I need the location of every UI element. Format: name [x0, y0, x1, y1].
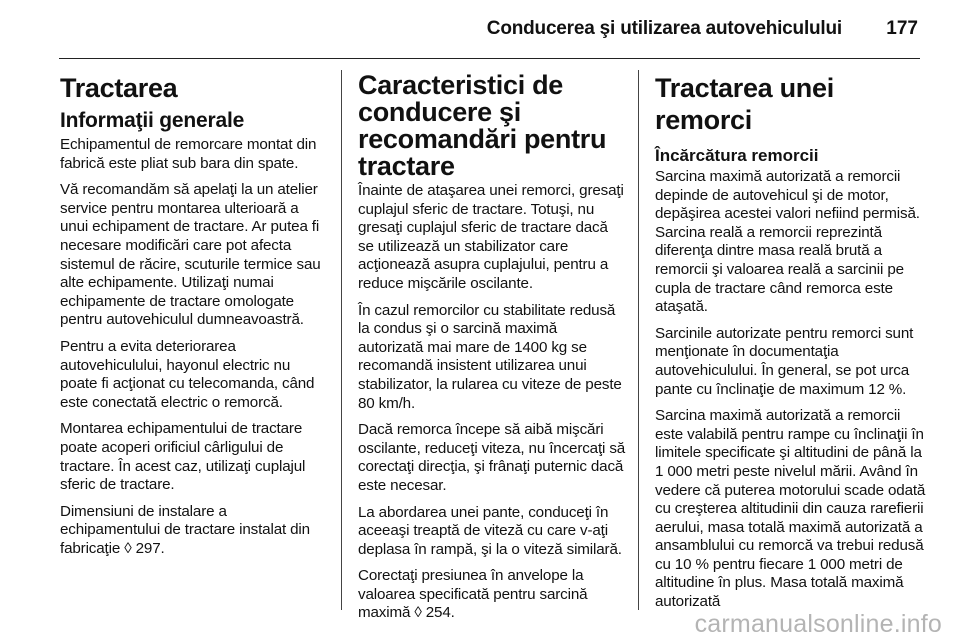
paragraph: Vă recomandăm să apelaţi la un atelier service pentru montarea ulterioară a unui echipament de tractare. Ar putea fi necesare modificări care pot afecta sistemul de răcire, scuturile termice sau alte echipamente. Utilizaţi numai echipamente de tractare omologate pentru autovehiculul dumneavoastră. [60, 181, 321, 329]
subsection-title-general-info: Informaţii generale [60, 109, 245, 132]
paragraph-with-page-reference: Dimensiuni de instalare a echipamentului de tractare instalat din fabricaţie ◊ 297. [60, 502, 310, 557]
page-header [0, 0, 960, 52]
watermark: carmanualsonline.info [694, 610, 942, 638]
column-divider-2 [638, 70, 639, 610]
column-2 [358, 72, 626, 623]
column-3 [655, 72, 927, 612]
section-title-trailer-towing: Tractarea unei remorci [655, 73, 834, 135]
paragraph: Înainte de ataşarea unei remorci, gresaţi cuplajul sferic de tractare. Totuşi, nu gresaţi cuplajul sferic de tractare dacă se utilizează un stabilizator care acţionează asupra cuplajului, pentru a reduce mişcările oscilante. [358, 182, 624, 292]
paragraph-with-page-reference: Corectaţi presiunea în anvelope la valoarea specificată pentru sarcină maximă ◊ 254. [358, 567, 588, 622]
subsection-title-trailer-load: Încărcătura remorcii [655, 146, 819, 165]
paragraph: Sarcinile autorizate pentru remorci sunt menţionate în documentaţia autovehiculului. În general, se pot urca pante cu înclinaţie de maximum 12 %. [655, 324, 914, 398]
paragraph: În cazul remorcilor cu stabilitate redusă la condus şi o sarcină maximă autorizată mai mare de 1400 kg se recomandă insistent utilizarea unui stabilizator, la rularea cu viteze de peste 80 km/h. [358, 301, 622, 412]
paragraph: Echipamentul de remorcare montat din fabrică este pliat sub bara din spate. [60, 136, 317, 172]
chapter-title: Conducerea şi utilizarea autovehiculului [486, 18, 842, 39]
column-divider-1 [341, 70, 342, 610]
page-number: 177 [886, 18, 918, 39]
header-divider [59, 58, 920, 59]
paragraph: Montarea echipamentului de tractare poate acoperi orificiul cârligului de tractare. În acest caz, utilizaţi cuplajul sferic de tractare. [60, 420, 306, 494]
section-title-driving-characteristics: Caracteristici de conducere şi recomandări pentru tractare [358, 70, 607, 181]
paragraph: Sarcina maximă autorizată a remorcii este valabilă pentru rampe cu înclinaţii în limitele specificate şi altitudini de până la 1 000 metri peste nivelul mării. Având în vedere că puterea motorului scade odată cu creşterea altitudinii din cauza rarefierii aerului, masa totală maximă autorizată a ansamblului cu remorcă va trebui redusă cu 10 % pentru fiecare 1 000 metri de altitudine în plus. Masa totală maximă autorizată [655, 407, 926, 611]
paragraph: Pentru a evita deteriorarea autovehiculului, hayonul electric nu poate fi acţionat cu telecomanda, când este conectată electric o remorcă. [60, 337, 315, 411]
paragraph: Dacă remorca începe să aibă mişcări oscilante, reduceţi viteza, nu încercaţi să corectaţi direcţia, şi frânaţi puternic dacă este necesar. [358, 421, 626, 494]
paragraph: Sarcina maximă autorizată a remorcii depinde de autovehicul şi de motor, depăşirea acestei valori nefiind permisă. Sarcina reală a remorcii reprezintă diferenţa dintre masa reală brută a remorcii şi valoarea reală a sarcinii pe cupla de tractare când remorca este ataşată. [655, 168, 920, 316]
section-title-towing: Tractarea [60, 73, 178, 103]
column-1 [60, 72, 328, 558]
paragraph: La abordarea unei pante, conduceţi în aceeaşi treaptă de viteză cu care v-aţi deplasa în rampă, şi la o viteză similară. [358, 503, 622, 558]
